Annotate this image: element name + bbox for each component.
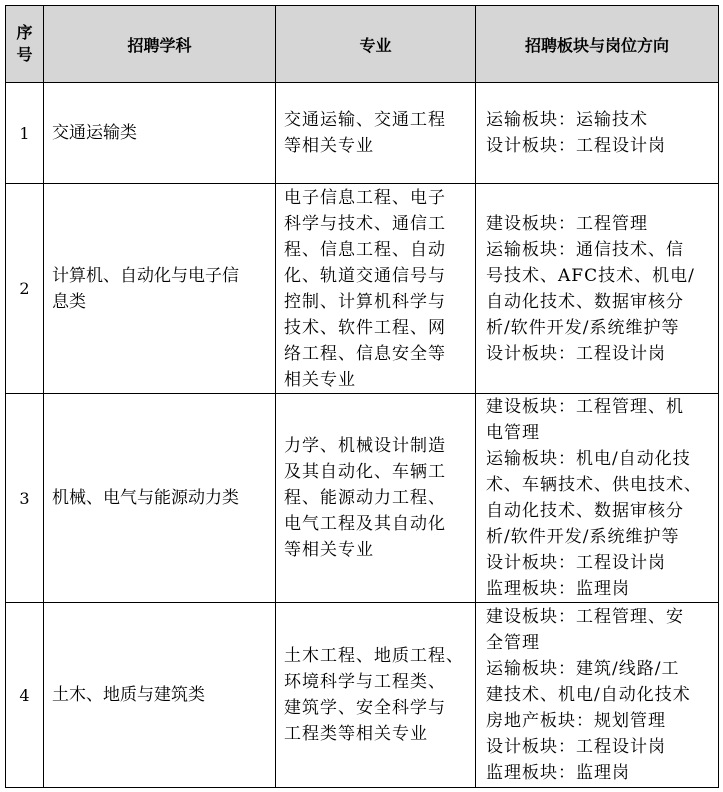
position-line: 监理板块：监理岗 bbox=[486, 763, 630, 783]
header-row bbox=[6, 6, 719, 83]
major-line: 等相关专业 bbox=[284, 540, 374, 560]
row-index: 1 bbox=[6, 83, 44, 184]
major-line: 程、信息工程、自动 bbox=[284, 239, 446, 260]
row-position bbox=[476, 394, 719, 603]
major-line: 等相关专业 bbox=[284, 136, 374, 156]
table-body bbox=[6, 83, 719, 788]
major-line: 电气工程及其自动化 bbox=[284, 514, 446, 534]
position-line: 运输板块：运输技术 bbox=[486, 110, 648, 130]
major-line: 电子信息工程、电子 bbox=[284, 187, 446, 208]
row-position bbox=[476, 184, 719, 394]
position-line: 监理板块：监理岗 bbox=[486, 579, 630, 599]
major-line: 土木工程、地质工程、 bbox=[284, 646, 464, 666]
major-line: 化、轨道交通信号与 bbox=[284, 265, 446, 286]
table-row bbox=[6, 83, 719, 184]
position-line: 建设板块：工程管理、安 bbox=[486, 607, 684, 627]
position-line: 建技术、机电/自动化技术 bbox=[486, 685, 691, 705]
row-subject bbox=[44, 394, 276, 603]
row-subject bbox=[44, 184, 276, 394]
subject-line: 机械、电气与能源动力类 bbox=[52, 488, 239, 508]
position-line: 设计板块：工程设计岗 bbox=[486, 136, 666, 156]
header-seq-line2: 号 bbox=[16, 45, 33, 64]
major-line: 控制、计算机科学与 bbox=[284, 291, 446, 312]
major-line: 程、能源动力工程、 bbox=[284, 488, 446, 508]
header-subject: 招聘学科 bbox=[44, 6, 276, 83]
major-line: 交通运输、交通工程 bbox=[284, 110, 446, 130]
subject-line: 土木、地质与建筑类 bbox=[52, 685, 205, 705]
position-line: 运输板块：通信技术、信 bbox=[486, 239, 684, 260]
position-line: 建设板块：工程管理 bbox=[486, 213, 648, 234]
position-line: 运输板块：建筑/线路/工 bbox=[486, 659, 680, 679]
row-major bbox=[276, 184, 476, 394]
table-header bbox=[6, 6, 719, 83]
major-line: 环境科学与工程类、 bbox=[284, 672, 446, 692]
table-row bbox=[6, 184, 719, 394]
row-index: 2 bbox=[6, 184, 44, 394]
position-line: 析/软件开发/系统维护等 bbox=[486, 527, 680, 547]
row-subject bbox=[44, 603, 276, 788]
subject-line: 计算机、自动化与电子信 bbox=[52, 265, 239, 286]
row-position bbox=[476, 603, 719, 788]
subject-line: 交通运输类 bbox=[52, 123, 137, 143]
row-index: 4 bbox=[6, 603, 44, 788]
position-line: 设计板块：工程设计岗 bbox=[486, 737, 666, 757]
header-seq bbox=[6, 6, 44, 83]
major-line: 工程类等相关专业 bbox=[284, 724, 428, 744]
major-line: 及其自动化、车辆工 bbox=[284, 462, 446, 482]
position-line: 号技术、AFC技术、机电/ bbox=[486, 265, 695, 286]
row-index: 3 bbox=[6, 394, 44, 603]
row-major bbox=[276, 394, 476, 603]
position-line: 析/软件开发/系统维护等 bbox=[486, 317, 680, 338]
header-seq-line1: 序 bbox=[16, 23, 33, 42]
header-position: 招聘板块与岗位方向 bbox=[476, 6, 719, 83]
position-line: 术、车辆技术、供电技术、 bbox=[486, 475, 702, 495]
major-line: 力学、机械设计制造 bbox=[284, 436, 446, 456]
position-line: 全管理 bbox=[486, 633, 540, 653]
major-line: 建筑学、安全科学与 bbox=[284, 698, 446, 718]
major-line: 技术、软件工程、网 bbox=[284, 317, 446, 338]
major-line: 科学与技术、通信工 bbox=[284, 213, 446, 234]
table-row bbox=[6, 394, 719, 603]
major-line: 相关专业 bbox=[284, 369, 356, 390]
position-line: 自动化技术、数据审核分 bbox=[486, 501, 684, 521]
subject-line: 息类 bbox=[52, 291, 86, 312]
row-major bbox=[276, 83, 476, 184]
header-major: 专业 bbox=[276, 6, 476, 83]
position-line: 自动化技术、数据审核分 bbox=[486, 291, 684, 312]
position-line: 电管理 bbox=[486, 423, 540, 443]
row-subject bbox=[44, 83, 276, 184]
row-position bbox=[476, 83, 719, 184]
recruitment-table bbox=[5, 5, 719, 788]
table-row bbox=[6, 603, 719, 788]
row-major bbox=[276, 603, 476, 788]
position-line: 房地产板块：规划管理 bbox=[486, 711, 666, 731]
major-line: 络工程、信息安全等 bbox=[284, 343, 446, 364]
position-line: 运输板块：机电/自动化技 bbox=[486, 449, 691, 469]
position-line: 建设板块：工程管理、机 bbox=[486, 397, 684, 417]
position-line: 设计板块：工程设计岗 bbox=[486, 553, 666, 573]
position-line: 设计板块：工程设计岗 bbox=[486, 343, 666, 364]
